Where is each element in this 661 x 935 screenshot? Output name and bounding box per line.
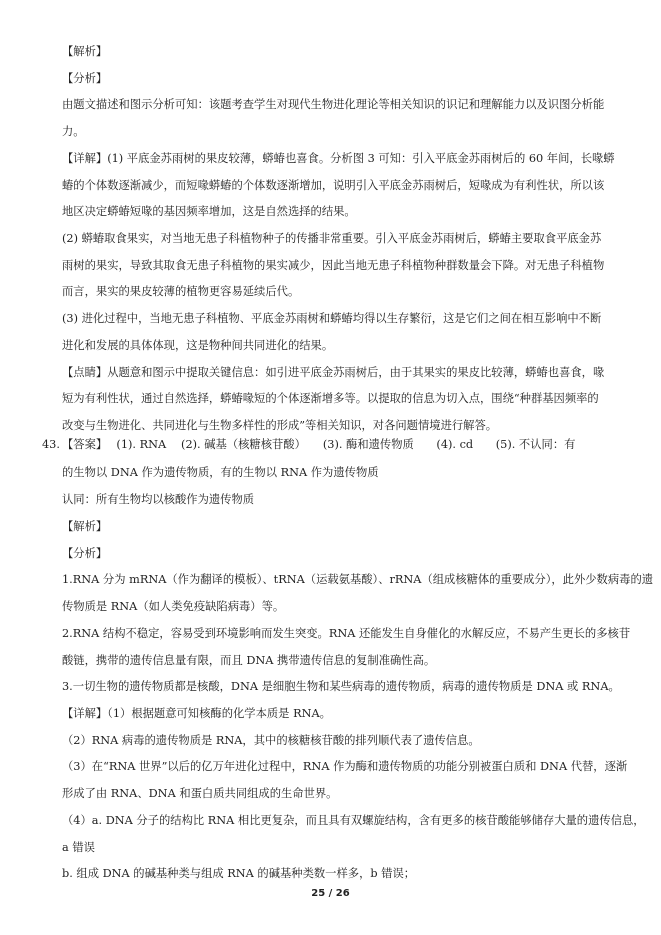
text-line: 改变与生物进化、共同进化与生物多样性的形成”等相关知识，对各问题情境进行解答。 <box>62 419 498 432</box>
text-line: （2）RNA 病毒的遗传物质是 RNA，其中的核糖核苷酸的排列顺代表了遗传信息。 <box>62 734 480 747</box>
text-line: 【解析】 <box>62 45 108 58</box>
text-line: 酸链，携带的遗传信息量有限，而且 DNA 携带遗传信息的复制准确性高。 <box>62 654 436 667</box>
text-line: (3) 进化过程中，当地无患子科植物、平底金苏雨树和蟒蝽均得以生存繁衍，这是它们之间在相互影响中不断 <box>62 312 602 325</box>
text-line: （3）在“RNA 世界”以后的亿万年进化过程中，RNA 作为酶和遗传物质的功能分别被蛋白质和 DNA 代替，逐渐 <box>62 760 628 773</box>
text-line: （4）a. DNA 分子的结构比 RNA 相比更复杂，而且具有双螺旋结构，含有更多的核苷酸能够储存大量的遗传信息， <box>62 814 645 827</box>
text-line: b. 组成 DNA 的碱基种类与组成 RNA 的碱基种类数一样多，b 错误； <box>62 867 416 880</box>
text-line: 雨树的果实，导致其取食无患子科植物的果实减少，因此当地无患子科植物种群数量会下降。对无患子科植物 <box>62 259 605 272</box>
text-line: 【分析】 <box>62 72 108 85</box>
text-line: 【解析】 <box>62 520 108 533</box>
text-line: (2) 蟒蝽取食果实，对当地无患子科植物种子的传播非常重要。引入平底金苏雨树后，蟒蝽主要取食平底金苏 <box>62 232 602 245</box>
text-line: 蝽的个体数逐渐减少，而短喙蟒蝽的个体数逐渐增加，说明引入平底金苏雨树后，短喙成为有利性状，所以该 <box>62 179 605 192</box>
text-line: 力。 <box>62 125 85 138</box>
text-line: a 错误 <box>62 841 95 854</box>
text-line: 传物质是 RNA（如人类免疫缺陷病毒）等。 <box>62 600 285 613</box>
text-line: 由题文描述和图示分析可知：该题考查学生对现代生物进化理论等相关知识的识记和理解能力以及识图分析能 <box>62 98 605 111</box>
text-line: 2.RNA 结构不稳定，容易受到环境影响而发生突变。RNA 还能发生自身催化的水解反应，不易产生更长的多核苷 <box>62 627 631 640</box>
text-line: 形成了由 RNA、DNA 和蛋白质共同组成的生命世界。 <box>62 787 338 800</box>
text-line: 【分析】 <box>62 547 108 560</box>
text-line: 短为有利性状，通过自然选择，蟒蝽喙短的个体逐渐增多等。以提取的信息为切入点，围绕“种群基因频率的 <box>62 392 599 405</box>
text-line: 【答案】 (1). RNA (2). 碱基（核糖核苷酸） (3). 酶和遗传物质 (4). cd (5). 不认同：有 <box>62 438 576 451</box>
text-line: 认同：所有生物均以核酸作为遗传物质 <box>62 493 255 506</box>
text-line: 【点睛】从题意和图示中提取关键信息：如引进平底金苏雨树后，由于其果实的果皮比较薄，蟒蝽也喜食，喙 <box>62 366 605 379</box>
text-line: 【详解】(1) 平底金苏雨树的果皮较薄，蟒蝽也喜食。分析图 3 可知：引入平底金苏雨树后的 60 年间，长喙蟒 <box>62 152 615 165</box>
text-line: 3.一切生物的遗传物质都是核酸，DNA 是细胞生物和某些病毒的遗传物质，病毒的遗传物质是 DNA 或 RNA。 <box>62 680 620 693</box>
text-line: 进化和发展的具体体现，这是物种间共同进化的结果。 <box>62 339 334 352</box>
text-line: 地区决定蟒蝽短喙的基因频率增加，这是自然选择的结果。 <box>62 205 356 218</box>
text-line: 1.RNA 分为 mRNA（作为翻译的模板）、tRNA（运载氨基酸）、rRNA（组成核糖体的重要成分），此外少数病毒的遗 <box>62 573 654 586</box>
question-number: 43. <box>42 438 60 451</box>
text-line: 而言，果实的果皮较薄的植物更容易延续后代。 <box>62 285 300 298</box>
page-number: 25 / 26 <box>311 888 350 899</box>
text-line: 【详解】（1）根据题意可知核酶的化学本质是 RNA。 <box>62 707 331 720</box>
text-line: 的生物以 DNA 作为遗传物质，有的生物以 RNA 作为遗传物质 <box>62 466 379 479</box>
